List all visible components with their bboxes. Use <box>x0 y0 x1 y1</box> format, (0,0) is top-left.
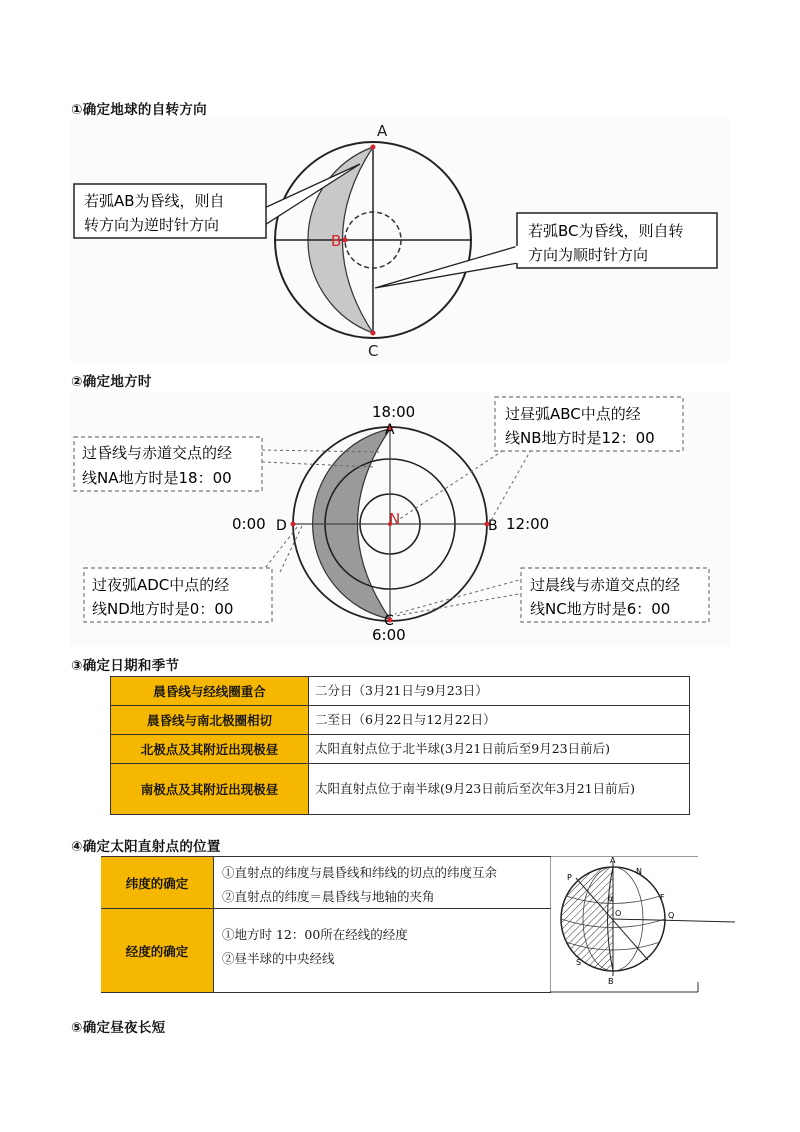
globe-label-s: S <box>576 958 582 967</box>
callout-bl-line1: 过夜弧ADC中点的经 <box>92 576 230 594</box>
table-key: 晨昏线与经线圈重合 <box>111 677 309 706</box>
table-value: 太阳直射点位于南半球(9月23日前后至次年3月21日前后) <box>309 764 690 815</box>
callout-br-line1: 过晨线与赤道交点的经 <box>530 576 681 594</box>
section-heading-day-length: ⑤确定昼夜长短 <box>71 1020 166 1036</box>
callout-left-line1: 若弧AB为昏线，则自 <box>84 192 225 210</box>
table-row <box>111 677 690 706</box>
table-row <box>111 735 690 764</box>
latitude-rule-2: ②直射点的纬度＝晨昏线与地轴的夹角 <box>222 889 435 904</box>
table-row <box>111 764 690 815</box>
section-heading-subsolar-point: ④确定太阳直射点的位置 <box>71 839 221 855</box>
callout-left-line2: 转方向为逆时针方向 <box>84 216 220 234</box>
callout-bl-line2: 线ND地方时是0：00 <box>92 600 234 618</box>
globe-label-b: B <box>608 977 614 986</box>
time-0-label: 0:00 <box>232 515 266 533</box>
subsolar-globe-diagram <box>550 856 735 996</box>
point-a-label: A <box>385 422 395 438</box>
point-b-label: B <box>488 518 498 534</box>
point-c-label: C <box>384 613 394 629</box>
globe-label-n: N <box>636 867 642 876</box>
table-value: 二至日（6月22日与12月22日） <box>309 706 690 735</box>
callout-right-line1: 若弧BC为昏线，则自转 <box>528 222 684 240</box>
callout-tl-line2: 线NA地方时是18：00 <box>82 469 232 487</box>
table-value: 二分日（3月21日与9月23日） <box>309 677 690 706</box>
time-18-label: 18:00 <box>372 403 416 421</box>
globe-label-f: F <box>660 893 665 902</box>
table-row <box>111 706 690 735</box>
table-row <box>101 856 551 908</box>
longitude-rule-1: ①地方时 12：00所在经线的经度 <box>222 927 408 942</box>
globe-label-q: Q <box>668 911 675 920</box>
longitude-key: 经度的确定 <box>101 909 214 992</box>
table-value: 太阳直射点位于北半球(3月21日前后至9月23日前后) <box>309 735 690 764</box>
rotation-direction-diagram <box>70 118 730 363</box>
table-key: 南极点及其附近出现极昼 <box>111 764 309 815</box>
point-n-label: N <box>389 510 401 528</box>
table-key: 晨昏线与南北极圈相切 <box>111 706 309 735</box>
globe-label-o: O <box>615 909 622 918</box>
point-b-label: B <box>331 232 342 250</box>
table-row <box>101 908 551 993</box>
point-c-label: C <box>368 342 379 360</box>
latitude-rule-1: ①直射点的纬度与晨昏线和纬线的切点的纬度互余 <box>222 865 498 880</box>
point-d-label: D <box>276 518 287 534</box>
callout-tl-line1: 过昏线与赤道交点的经 <box>82 444 233 462</box>
local-time-diagram <box>70 392 730 647</box>
section-heading-rotation: ①确定地球的自转方向 <box>71 102 207 118</box>
globe-label-alpha: α <box>608 894 614 903</box>
callout-tr-line2: 线NB地方时是12：00 <box>505 429 655 447</box>
point-a-label: A <box>377 122 388 140</box>
table-key: 北极点及其附近出现极昼 <box>111 735 309 764</box>
globe-label-a: A <box>610 856 616 865</box>
section-heading-local-time: ②确定地方时 <box>71 374 152 390</box>
latitude-values <box>214 857 505 908</box>
time-6-label: 6:00 <box>372 626 406 644</box>
latitude-key: 纬度的确定 <box>101 857 214 908</box>
section-heading-date-season: ③确定日期和季节 <box>71 658 180 674</box>
date-season-table <box>110 676 690 815</box>
subsolar-point-table <box>101 856 551 992</box>
callout-right-line2: 方向为顺时针方向 <box>528 246 649 264</box>
callout-br-line2: 线NC地方时是6：00 <box>530 600 671 618</box>
callout-tr-line1: 过昼弧ABC中点的经 <box>505 405 641 423</box>
longitude-rule-2: ②昼半球的中央经线 <box>222 951 335 966</box>
time-12-label: 12:00 <box>506 515 550 533</box>
longitude-values <box>214 909 416 992</box>
globe-label-p: P <box>567 873 572 882</box>
